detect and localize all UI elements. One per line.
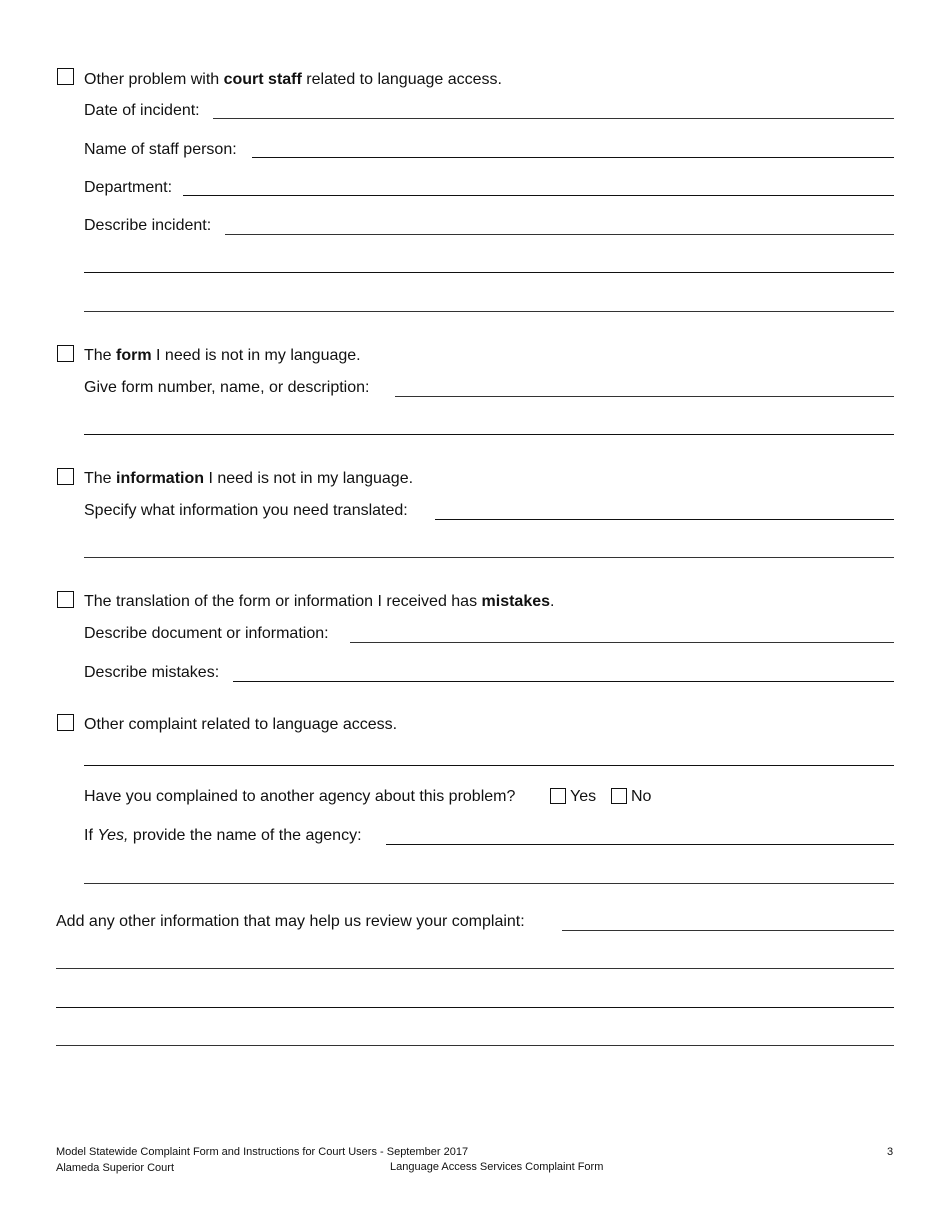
form-description-label: Give form number, name, or description: — [84, 379, 370, 396]
agency-no-label: No — [631, 788, 652, 805]
form-description-line-2[interactable] — [84, 417, 894, 435]
staff-person-label: Name of staff person: — [84, 141, 237, 158]
describe-mistakes-label: Describe mistakes: — [84, 664, 220, 681]
describe-document-field[interactable] — [350, 625, 894, 643]
information-label: The information I need is not in my language. — [84, 470, 414, 487]
additional-info-label: Add any other information that may help us review your complaint: — [56, 913, 525, 930]
date-of-incident-field[interactable] — [213, 101, 894, 119]
describe-mistakes-field[interactable] — [233, 664, 894, 682]
court-staff-label: Other problem with court staff related to language access. — [84, 71, 502, 88]
additional-info-field[interactable] — [562, 913, 894, 931]
information-specify-label: Specify what information you need translated: — [84, 502, 408, 519]
describe-incident-line-3[interactable] — [84, 294, 894, 312]
agency-question: Have you complained to another agency about this problem? — [84, 788, 516, 805]
information-specify-field[interactable] — [435, 502, 894, 520]
agency-name-label: If Yes, provide the name of the agency: — [84, 827, 362, 844]
mistakes-checkbox[interactable] — [57, 591, 74, 608]
agency-no-checkbox[interactable] — [611, 788, 627, 804]
information-specify-line-2[interactable] — [84, 540, 894, 558]
footer-court-name: Alameda Superior Court — [56, 1162, 175, 1174]
other-complaint-label: Other complaint related to language access. — [84, 716, 398, 733]
information-checkbox[interactable] — [57, 468, 74, 485]
form-description-field[interactable] — [395, 379, 894, 397]
page-number: 3 — [887, 1146, 894, 1158]
agency-yes-label: Yes — [570, 788, 597, 805]
footer-form-title: Model Statewide Complaint Form and Instructions for Court Users - September 2017 — [56, 1146, 469, 1158]
mistakes-label: The translation of the form or information I received has mistakes. — [84, 593, 555, 610]
form-label: The form I need is not in my language. — [84, 347, 361, 364]
agency-name-field[interactable] — [386, 827, 894, 845]
agency-yes-checkbox[interactable] — [550, 788, 566, 804]
additional-info-line-3[interactable] — [56, 990, 894, 1008]
describe-incident-field[interactable] — [225, 217, 894, 235]
describe-document-label: Describe document or information: — [84, 625, 329, 642]
agency-name-line-2[interactable] — [84, 866, 894, 884]
footer-center-title: Language Access Services Complaint Form — [390, 1161, 604, 1173]
other-complaint-field[interactable] — [84, 748, 894, 766]
form-checkbox[interactable] — [57, 345, 74, 362]
staff-person-field[interactable] — [252, 140, 894, 158]
other-complaint-checkbox[interactable] — [57, 714, 74, 731]
additional-info-line-2[interactable] — [56, 951, 894, 969]
court-staff-checkbox[interactable] — [57, 68, 74, 85]
describe-incident-line-2[interactable] — [84, 255, 894, 273]
department-label: Department: — [84, 179, 173, 196]
additional-info-line-4[interactable] — [56, 1028, 894, 1046]
describe-incident-label: Describe incident: — [84, 217, 212, 234]
department-field[interactable] — [183, 178, 894, 196]
date-of-incident-label: Date of incident: — [84, 102, 200, 119]
